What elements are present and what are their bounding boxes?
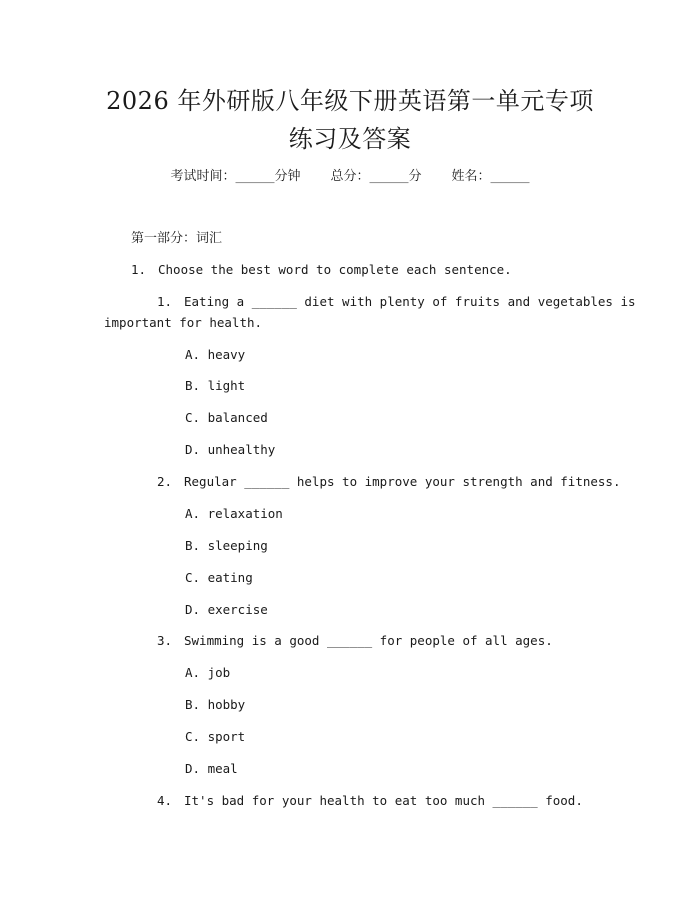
- question-1-continuation: important for health.: [104, 315, 263, 330]
- title-line-2: 练习及答案: [288, 125, 412, 153]
- question-number: 4.: [157, 793, 173, 808]
- question-number: 1.: [157, 294, 173, 309]
- option: A. heavy: [185, 347, 246, 362]
- section-heading: 第一部分：词汇: [131, 231, 223, 246]
- question-text: Swimming is a good ______ for people of all ages.: [184, 633, 553, 648]
- question-text: Regular ______ helps to improve your strength and fitness.: [184, 474, 621, 489]
- question-1: [157, 292, 636, 312]
- option: C. sport: [185, 729, 246, 744]
- option: C. balanced: [185, 410, 268, 425]
- student-name-field: 姓名：______: [451, 169, 530, 184]
- option: D. exercise: [185, 602, 268, 617]
- instruction-number: 1.: [131, 262, 147, 277]
- question-number: 2.: [157, 474, 173, 489]
- option: B. light: [185, 378, 246, 393]
- option: D. unhealthy: [185, 442, 276, 457]
- title-line-1: 2026 年外研版八年级下册英语第一单元专项: [106, 87, 594, 115]
- option: A. job: [185, 665, 231, 680]
- option: C. eating: [185, 570, 253, 585]
- question-number: 3.: [157, 633, 173, 648]
- option: B. sleeping: [185, 538, 268, 553]
- exam-info: [0, 167, 700, 187]
- question-4: [157, 791, 583, 811]
- exam-time-field: 考试时间：______分钟: [170, 169, 301, 184]
- page-title: [60, 82, 640, 158]
- option: B. hobby: [185, 697, 246, 712]
- option: D. meal: [185, 761, 238, 776]
- total-score-field: 总分：______分: [330, 169, 422, 184]
- question-text: Eating a ______ diet with plenty of fruits and vegetables is: [184, 294, 636, 309]
- question-3: [157, 631, 553, 651]
- question-text: It's bad for your health to eat too much ______ food.: [184, 793, 583, 808]
- question-2: [157, 472, 621, 492]
- option: A. relaxation: [185, 506, 283, 521]
- instruction-line: [131, 260, 512, 280]
- instruction-text: Choose the best word to complete each sentence.: [158, 262, 512, 277]
